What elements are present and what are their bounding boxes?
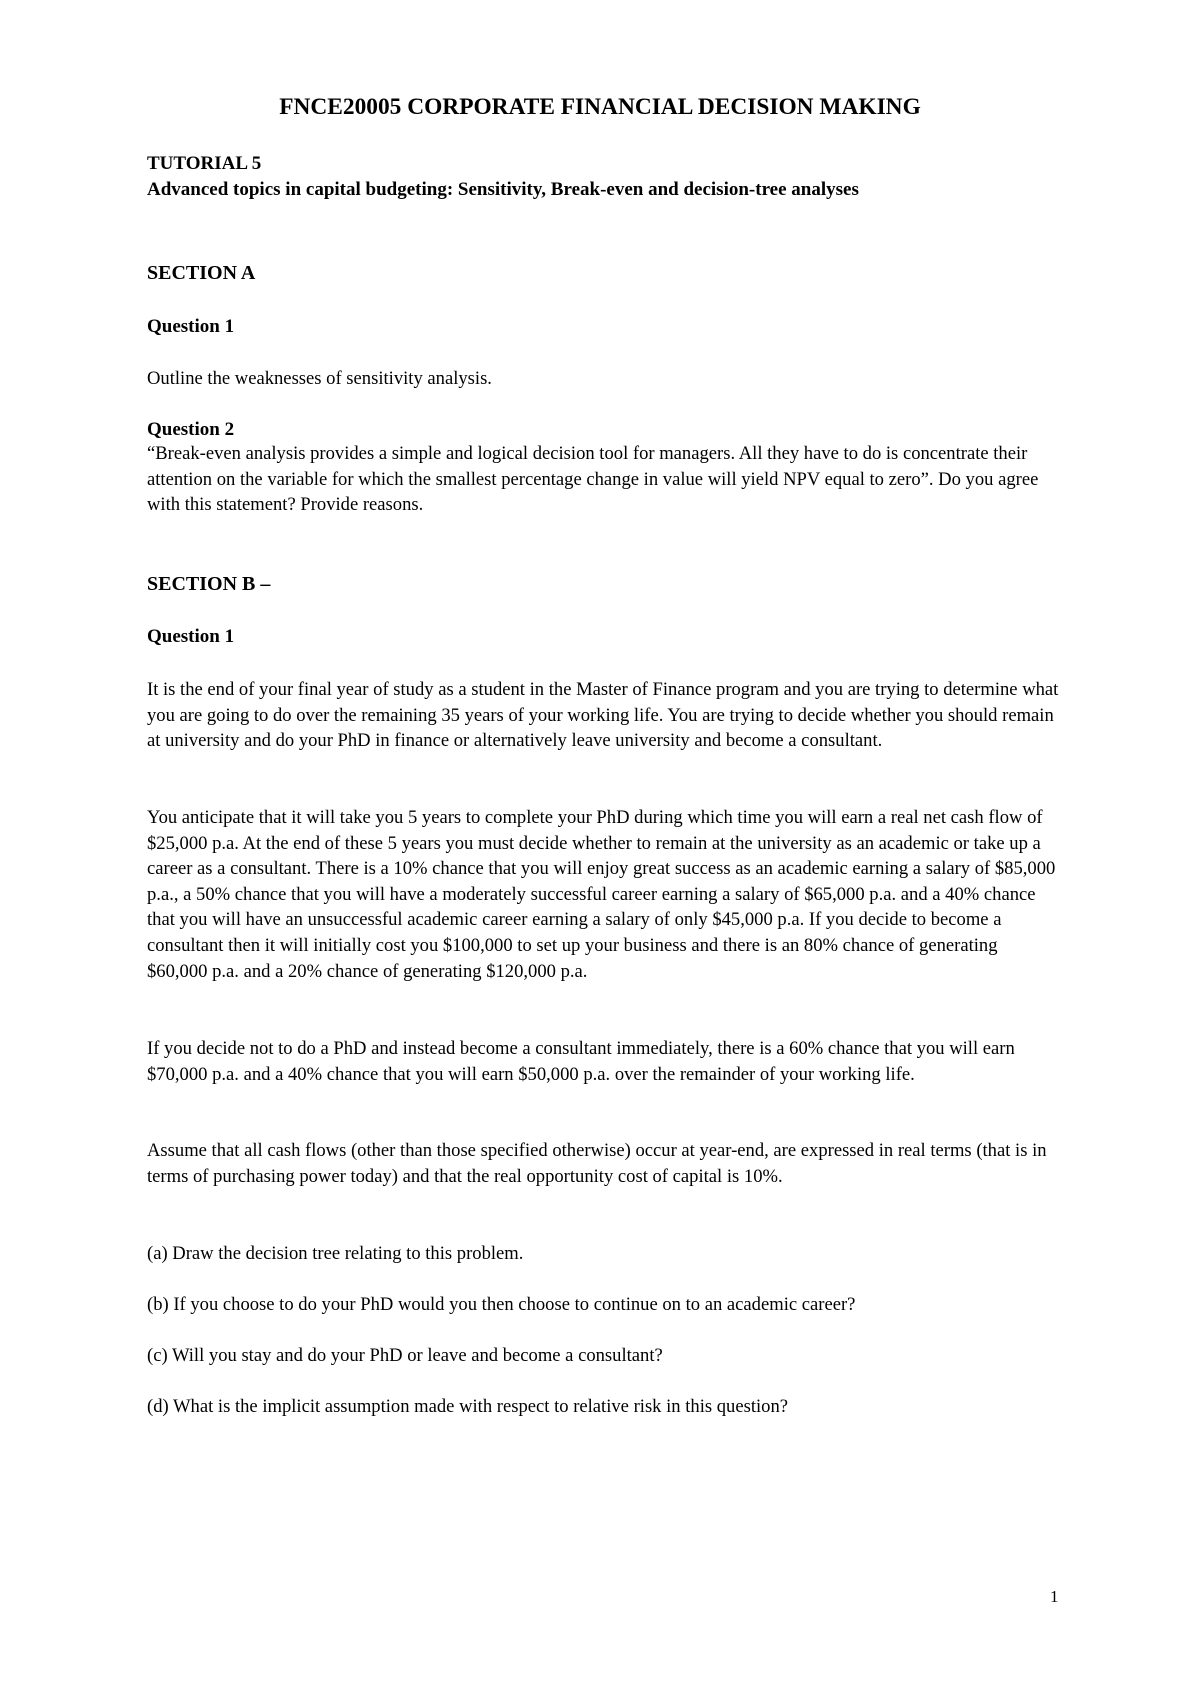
section-a-question-2-label: Question 2 (147, 419, 235, 440)
page-number: 1 (1050, 1587, 1059, 1606)
section-a-question-1-label: Question 1 (147, 316, 235, 337)
section-b-paragraph-1: It is the end of your final year of study as a student in the Master of Finance program and you are trying to determine what you are going to do over the remaining 35 years of your working life. You are trying to decide whether you should remain at university and do your PhD in finance or alternatively leave university and become a consultant. (147, 679, 1059, 752)
part-a: (a) Draw the decision tree relating to this problem. (147, 1243, 524, 1264)
section-b-heading: SECTION B – (147, 573, 271, 595)
section-a-question-1-text: Outline the weaknesses of sensitivity analysis. (147, 368, 492, 389)
section-b-paragraph-2: You anticipate that it will take you 5 years to complete your PhD during which time you will earn a real net cash flow of $25,000 p.a. At the end of these 5 years you must decide whether to remain at the university as an academic or take up a career as a consultant. There is a 10% chance that you will enjoy great success as an academic earning a salary of $85,000 p.a., a 50% chance that you will have a moderately successful career earning a salary of $65,000 p.a. and a 40% chance that you will have an unsuccessful academic career earning a salary of only $45,000 p.a. If you decide to become a consultant then it will initially cost you $100,000 to set up your business and there is an 80% chance of generating $60,000 p.a. and a 20% chance of generating $120,000 p.a. (147, 807, 1056, 982)
part-d: (d) What is the implicit assumption made with respect to relative risk in this question? (147, 1396, 789, 1417)
section-b-paragraph-3: If you decide not to do a PhD and instead become a consultant immediately, there is a 60% chance that you will earn $70,000 p.a. and a 40% chance that you will earn $50,000 p.a. over the remainder of your working life. (147, 1038, 1015, 1085)
course-title: FNCE20005 CORPORATE FINANCIAL DECISION MAKING (279, 94, 921, 120)
section-b-question-1-label: Question 1 (147, 626, 235, 647)
section-b-paragraph-4: Assume that all cash flows (other than those specified otherwise) occur at year-end, are expressed in real terms (that is in terms of purchasing power today) and that the real opportunity cost of capital is 10%. (147, 1140, 1047, 1187)
part-b: (b) If you choose to do your PhD would you then choose to continue on to an academic career? (147, 1294, 856, 1315)
part-c: (c) Will you stay and do your PhD or leave and become a consultant? (147, 1345, 663, 1366)
tutorial-subtitle: Advanced topics in capital budgeting: Sensitivity, Break-even and decision-tree analyses (147, 179, 859, 200)
section-a-question-2-text: “Break-even analysis provides a simple and logical decision tool for managers. All they have to do is concentrate their attention on the variable for which the smallest percentage change in value will yield NPV equal to zero”. Do you agree with this statement? Provide reasons. (147, 443, 1039, 516)
tutorial-label: TUTORIAL 5 (147, 153, 262, 174)
section-a-heading: SECTION A (147, 262, 256, 284)
